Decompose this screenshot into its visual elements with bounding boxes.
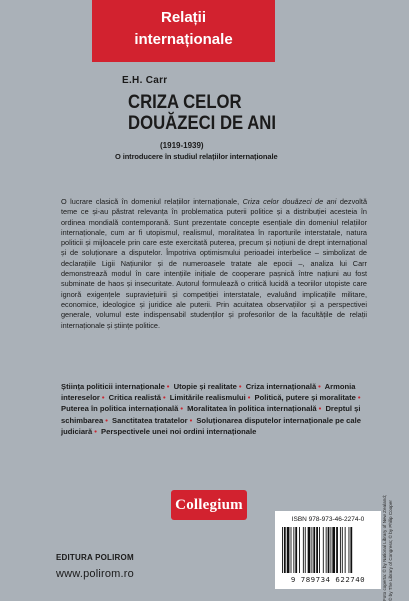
keyword: Critica realistă	[108, 393, 161, 403]
keyword: Utopie și realitate	[173, 382, 237, 391]
keyword: Moralitatea în politica internațională	[187, 404, 317, 414]
keyword: Soluționarea disputelor internaționale pe cale judiciară	[61, 415, 361, 436]
description-part-1: O lucrare clasică în domeniul relațiilor internaționale,	[61, 197, 243, 206]
description-part-2: dezvoltă teme ce și-au păstrat relevanța în problematica puterii politice și a distribuției acesteia în ordinea mondială contemporană. Sunt prezentate concepte esențiale din domeniul relațiilor internaționale, cum ar fi utopismul, realismul, moralitatea în raporturile interstatale, natura politicii și mijloacele prin care este exercitată puterea, precum și noțiuni de drept internațional și de soluționare a disputelor. Împotriva optimismului perioadei interbelice – simbolizat de declarațiile Ligii Națiunilor și de numeroasele tratate ale epocii –, analiza lui Carr demonstrează modul în care intențiile inițiale de cooperare pașnică între națiuni au fost subminate de haos și insecuritate. Autorul formulează o critică lucidă a teoriilor utopiste care ignoră exigențele supraviețuirii și competiției interstatale, evaluând implicațiile militare, economice, ideologice și juridice ale puterii. Prin acuitatea observațiilor și a perspectivei generale, volumul este indispensabil studenților și profesorilor de la facultățile de relații internaționale și științe politice.	[61, 197, 367, 330]
keyword: Sanctitatea tratatelor	[112, 415, 188, 425]
barcode-graphic	[282, 527, 374, 575]
isbn-barcode	[275, 511, 381, 589]
series-line-2: internaționale	[134, 31, 233, 48]
description-italic-title: Criza celor douăzeci de ani	[242, 197, 337, 206]
photo-credit-line-1: Foto coperta: © by National Library of New Zealand;	[382, 494, 387, 601]
book-title	[128, 92, 286, 134]
keyword: Limitările realismului	[169, 393, 246, 403]
chapter-keywords: Știința politicii internaționale • Utopie și realitate • Criza internațională • Armonia intereselor • Critica realistă • Limitările realismului • Politică, putere și moralitate • Puterea în politica internațională • Moralitatea în politica internațională • Dreptul și schimbarea • Sanctitatea tratatelor • Soluționarea disputelor internaționale pe cale judiciară • Perspectivele unei noi ordini internaționale	[61, 382, 361, 436]
photo-credit	[382, 491, 393, 601]
keyword: Politică, putere și moralitate	[254, 393, 356, 403]
keyword: Dreptul și schimbarea	[61, 404, 361, 425]
barcode-digits: 9 789734 622740	[290, 575, 366, 584]
keyword: Puterea în politica internațională	[61, 404, 179, 414]
publisher-website: www.polirom.ro	[56, 568, 134, 580]
series-line-1: Relații	[160, 9, 206, 26]
book-years: (1919-1939)	[160, 141, 204, 150]
title-line-1: CRIZA CELOR	[128, 92, 242, 113]
keyword: Perspectivele unei noi ordini internaționale	[101, 426, 257, 436]
keyword: Criza internațională	[245, 382, 317, 391]
collegium-logo	[171, 490, 247, 520]
book-subtitle: O introducere în studiul relațiilor internaționale	[115, 152, 278, 161]
collegium-logo-text: Collegium	[175, 496, 243, 513]
publisher-name: EDITURA POLIROM	[56, 553, 134, 562]
keyword: Armonia intereselor	[61, 382, 356, 403]
photo-credit-line-2: © by The Library of Congress; © by Philip Cooper	[387, 500, 393, 601]
title-line-2: DOUĂZECI DE ANI	[128, 113, 277, 134]
series-label	[92, 0, 275, 62]
author-name: E.H. Carr	[122, 75, 168, 86]
isbn-number: ISBN 978-973-46-2274-0	[291, 516, 365, 523]
keyword: Știința politicii internaționale	[61, 382, 165, 391]
book-description	[61, 197, 367, 331]
